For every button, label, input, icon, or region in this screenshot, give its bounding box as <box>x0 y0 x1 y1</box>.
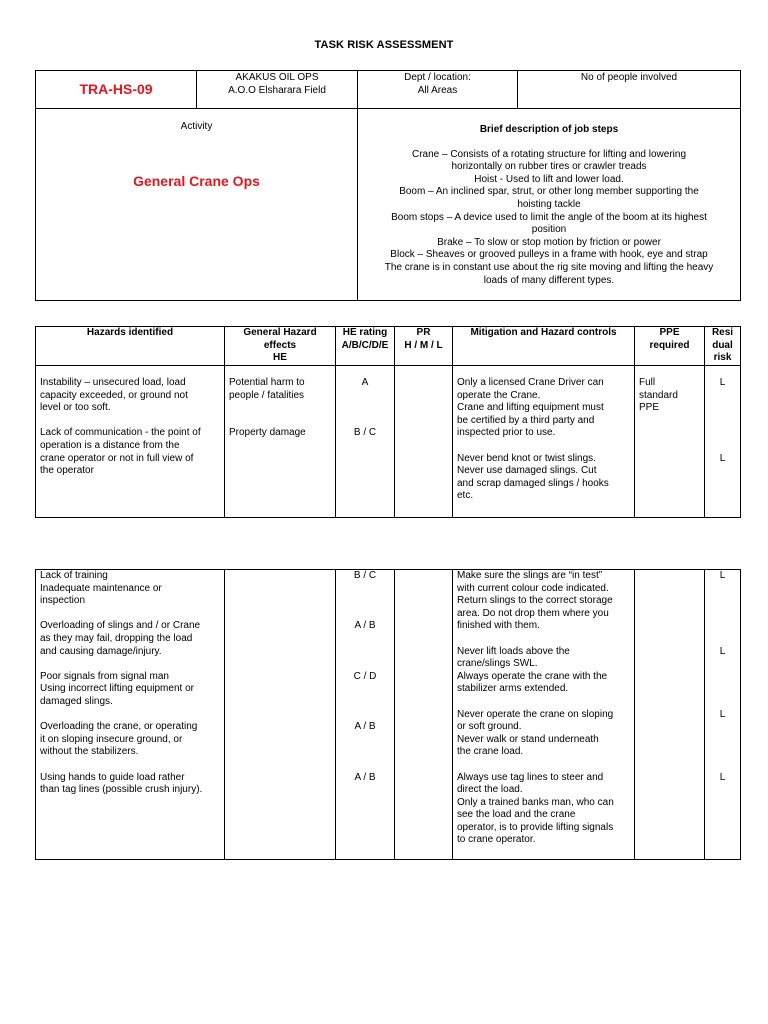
people-label: No of people involved <box>580 72 678 83</box>
company-cell <box>197 71 358 109</box>
effects-cell: Potential harm to people / fatalities Property damage <box>225 366 336 518</box>
col-he-rating: HE rating A/B/C/D/E <box>336 327 395 366</box>
pr-cell <box>395 366 453 518</box>
mitigation-cell: Make sure the slings are “in test” with current colour code indicated. Return slings to the correct storage area. Do not drop them where you finished with them. Never lift loads above the crane/slings SWL. Always operate the crane with the stabilizer arms extended. Never operate the crane on sloping or soft ground. Never walk or stand underneath the crane load. Always use tag lines to steer and direct the load. Only a trained banks man, who can see the load and the crane operator, is to provide lifting signals to crane operator. <box>453 570 635 860</box>
col-pr: PR H / M / L <box>395 327 453 366</box>
activity-cell <box>36 109 358 301</box>
dept-value: All Areas <box>417 84 458 96</box>
company-name: AKAKUS OIL OPS <box>235 72 319 83</box>
activity-label: Activity <box>180 121 213 132</box>
he-rating-cell: B / C A / B C / D A / B A / B <box>336 570 395 860</box>
dept-label: Dept / location: <box>404 72 471 83</box>
pr-cell <box>395 570 453 860</box>
dept-cell <box>358 71 518 109</box>
col-mitigation: Mitigation and Hazard controls <box>453 327 635 366</box>
reference-code: TRA-HS-09 <box>36 71 197 109</box>
job-steps-text: Crane – Consists of a rotating structure for lifting and lowering horizontally on rubber tires or crawler treads Hoist - Used to lift and lower load. Boom – An inclined spar, strut, or other long member supporting the hoisting tackle Boom stops – A device used to limit the angle of the boom at its highest position Brake – To slow or stop motion by friction or power Block – Sheaves or grooved pulleys in a frame with hook, eye and strap The crane is in constant use about the rig site moving and lifting the heavy loads of many different types. <box>384 148 714 286</box>
job-steps-cell <box>358 109 741 301</box>
page-title: TASK RISK ASSESSMENT <box>314 39 454 51</box>
job-steps-heading: Brief description of job steps <box>479 124 619 135</box>
col-hazards: Hazards identified <box>36 327 225 366</box>
hazard-table-continued <box>35 569 741 860</box>
col-residual: Resi dual risk <box>705 327 741 366</box>
ppe-cell <box>635 570 705 860</box>
residual-cell: L L <box>705 366 741 518</box>
people-cell <box>518 71 741 109</box>
hazards-cell: Instability – unsecured load, load capacity exceeded, or ground not level or too soft. Lack of communication - the point of operation is a distance from the crane operator or not in full view of the operator <box>36 366 225 518</box>
residual-cell: L L L L <box>705 570 741 860</box>
col-ppe: PPE required <box>635 327 705 366</box>
hazards-cell: Lack of training Inadequate maintenance or inspection Overloading of slings and / or Crane as they may fail, dropping the load and causing damage/injury. Poor signals from signal man Using incorrect lifting equipment or damaged slings. Overloading the crane, or operating it on sloping insecure ground, or without the stabilizers. Using hands to guide load rather than tag lines (possible crush injury). <box>36 570 225 860</box>
he-rating-cell: A B / C <box>336 366 395 518</box>
ppe-cell: Full standard PPE <box>635 366 705 518</box>
hazard-table <box>35 326 741 518</box>
col-effects: General Hazard effects HE <box>225 327 336 366</box>
header-table <box>35 70 741 301</box>
activity-name: General Crane Ops <box>133 172 260 189</box>
field-name: A.O.O Elsharara Field <box>228 84 326 96</box>
effects-cell <box>225 570 336 860</box>
mitigation-cell: Only a licensed Crane Driver can operate the Crane. Crane and lifting equipment must be certified by a third party and inspected prior to use. Never bend knot or twist slings. Never use damaged slings. Cut and scrap damaged slings / hooks etc. <box>453 366 635 518</box>
